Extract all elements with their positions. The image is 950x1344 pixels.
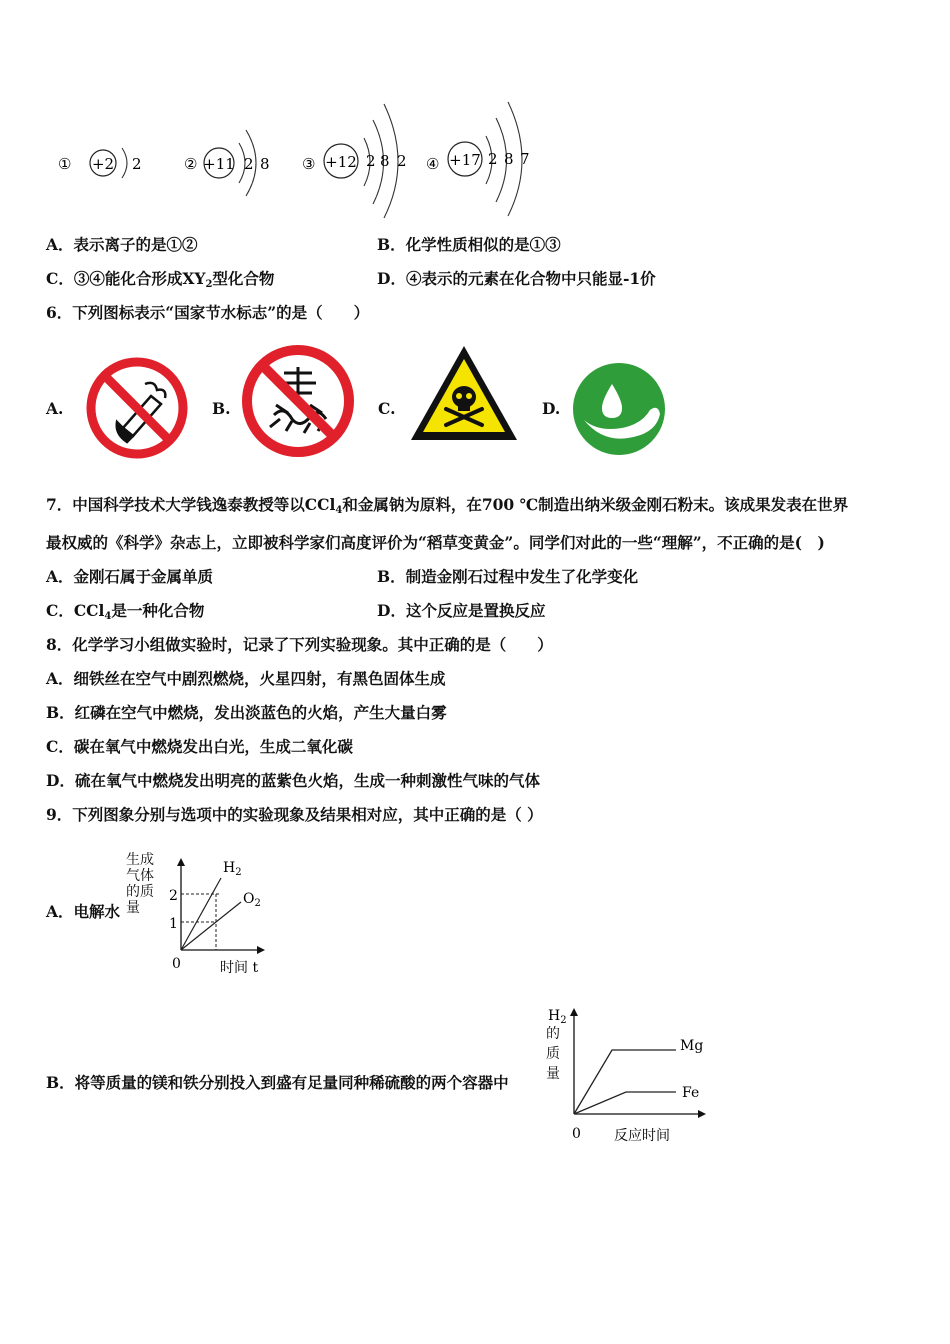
q5-option-a: A．表示离子的是①②	[46, 235, 198, 254]
q7-option-c-pre: C．CCl	[46, 601, 105, 620]
q6-stem: 6．下列图标表示“国家节水标志”的是（ ）	[46, 303, 370, 322]
q7-line-2: 最权威的《科学》杂志上，立即被科学家们高度评价为“稻草变黄金”。同学们对此的一些“理解”，不正确的是( )	[46, 533, 825, 552]
graph-a-ylabel: 生成气体的质量	[126, 852, 154, 916]
q8-option-c: C．碳在氧气中燃烧发出白光，生成二氧化碳	[46, 737, 353, 756]
atom-3-shell-3: 2	[397, 152, 407, 170]
graph-b-ylabel-name: H	[548, 1008, 561, 1024]
atom-4-shell-1: 2	[488, 150, 498, 168]
atom-2-shell-1: 2	[244, 155, 254, 173]
q7-line-1-pre: 7．中国科学技术大学钱逸泰教授等以CCl	[46, 495, 336, 514]
q5-option-c-sub: 2	[205, 279, 213, 290]
q9-stem: 9．下列图象分别与选项中的实验现象及结果相对应，其中正确的是（ ）	[46, 805, 543, 824]
q8-stem: 8．化学学习小组做实验时，记录了下列实验现象。其中正确的是（ ）	[46, 635, 553, 654]
h2-line	[181, 878, 221, 950]
atom-2-shell-2: 8	[260, 155, 270, 173]
mg-line	[574, 1050, 676, 1114]
atom-2-svg	[182, 100, 282, 220]
water-saving-icon	[572, 362, 666, 460]
atom-4-svg	[424, 100, 539, 220]
atom-diagram-1	[56, 100, 151, 220]
atom-4-shell-3: 7	[520, 150, 530, 168]
q7-option-a: A．金刚石属于金属单质	[46, 567, 214, 586]
graph-b-xlabel: 反应时间	[614, 1128, 670, 1144]
q6-label-d: D.	[542, 399, 561, 418]
electrolysis-graph	[126, 850, 276, 984]
graph-a-o2-name: O	[243, 891, 255, 907]
atom-diagram-4	[424, 100, 539, 220]
q5-option-c-post: 型化合物	[212, 269, 275, 288]
graph-b-origin: 0	[572, 1126, 581, 1142]
toxic-warning-icon	[408, 343, 520, 447]
q7-option-c-sub: 4	[104, 611, 112, 622]
graph-a-tick-2: 2	[169, 888, 178, 904]
graph-a-series-o2	[243, 891, 261, 909]
graph-a-series-h2	[223, 860, 242, 878]
q5-option-c	[46, 268, 274, 296]
atom-1-svg	[56, 100, 151, 220]
graph-a-o2-sub: 2	[254, 898, 261, 909]
atom-diagram-2	[182, 100, 282, 220]
q8-option-a: A．细铁丝在空气中剧烈燃烧，火星四射，有黑色固体生成	[46, 669, 446, 688]
q7-line-1-sub: 4	[335, 505, 343, 516]
atom-4-nucleus: +17	[449, 151, 481, 169]
q5-option-c-pre: C．③④能化合形成XY	[46, 269, 206, 288]
graph-a-origin: 0	[172, 956, 181, 972]
q7-option-c	[46, 600, 204, 628]
q8-option-b: B．红磷在空气中燃烧，发出淡蓝色的火焰，产生大量白雾	[46, 703, 447, 722]
no-logging-icon	[240, 343, 356, 463]
atom-2-nucleus: +11	[203, 155, 235, 173]
atom-1-shell-1: 2	[132, 155, 142, 173]
fe-line	[574, 1092, 676, 1114]
atom-4-marker: ④	[426, 155, 440, 173]
q7-line-1-post: 和金属钠为原料，在700 ℃制造出纳米级金刚石粉末。该成果发表在世界	[342, 495, 849, 514]
atom-diagram-3	[300, 100, 415, 220]
graph-b-ylabel-rest: 的质量	[546, 1026, 560, 1082]
graph-a-xlabel: 时间 t	[220, 960, 259, 976]
atom-2-marker: ②	[184, 155, 198, 173]
q7-option-b: B．制造金刚石过程中发生了化学变化	[377, 567, 639, 586]
graph-a-tick-1: 1	[169, 916, 178, 932]
o2-line	[181, 902, 241, 950]
mg-fe-graph	[544, 1002, 714, 1152]
q7-line-1	[46, 494, 848, 522]
atom-3-marker: ③	[302, 155, 316, 173]
atom-3-shell-1: 2	[366, 152, 376, 170]
graph-b-series-fe: Fe	[682, 1085, 700, 1101]
q8-option-d: D．硫在氧气中燃烧发出明亮的蓝紫色火焰，生成一种刺激性气味的气体	[46, 771, 540, 790]
q7-option-c-post: 是一种化合物	[111, 601, 205, 620]
q6-label-c: C.	[378, 399, 396, 418]
q9-option-b-label: B．将等质量的镁和铁分别投入到盛有足量同种稀硫酸的两个容器中	[46, 1073, 509, 1092]
graph-a-h2-sub: 2	[235, 867, 242, 878]
no-smoking-icon	[85, 356, 189, 464]
graph-b-series-mg: Mg	[680, 1038, 704, 1054]
atom-3-svg	[300, 100, 415, 220]
q6-label-a: A.	[46, 399, 64, 418]
atom-3-nucleus: +12	[325, 153, 357, 171]
graph-b-ylabel-sub: 2	[560, 1015, 567, 1026]
q9-option-a-label: A．电解水	[46, 902, 121, 921]
q6-label-b: B.	[212, 399, 231, 418]
q5-option-d: D．④表示的元素在化合物中只能显-1价	[377, 269, 656, 288]
atom-4-shell-2: 8	[504, 150, 514, 168]
electron-shell-arc	[122, 148, 127, 178]
q5-option-b: B．化学性质相似的是①③	[377, 235, 561, 254]
atom-1-nucleus: +2	[91, 155, 115, 173]
atom-1-marker: ①	[58, 155, 72, 173]
atom-3-shell-2: 8	[380, 152, 390, 170]
q7-option-d: D．这个反应是置换反应	[377, 601, 546, 620]
graph-a-h2-name: H	[223, 860, 236, 876]
